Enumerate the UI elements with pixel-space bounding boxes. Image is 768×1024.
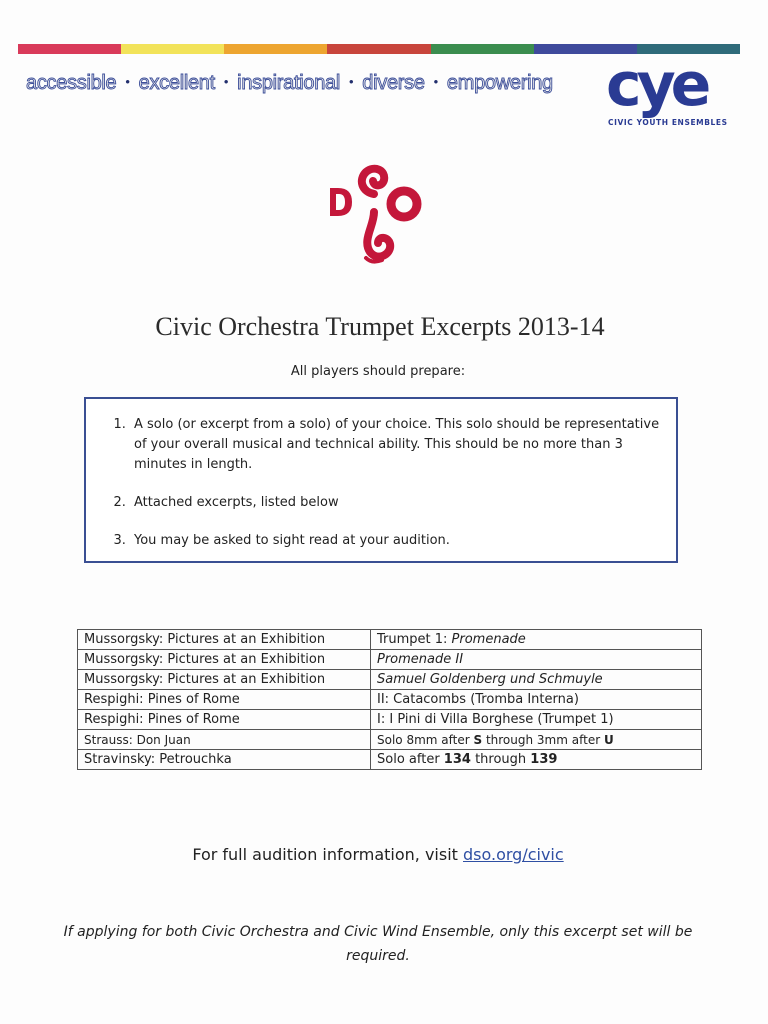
excerpt-text: S: [473, 732, 483, 747]
excerpt-text: U: [603, 732, 614, 747]
excerpt-text: Solo 8mm after: [377, 732, 474, 747]
excerpt-work-cell: Strauss: Don Juan: [78, 730, 371, 750]
excerpt-passage-cell: [371, 670, 702, 690]
color-bar-segment: [18, 44, 121, 54]
tagline-word: empowering: [446, 72, 553, 94]
dso-logo: [322, 156, 432, 266]
tagline-separator: •: [349, 74, 354, 89]
requirement-item: 1. A solo (or excerpt from a solo) of your choice. This solo should be representative of your overall musical and technical ability. This should be no more than 3 minutes in length.: [130, 415, 664, 475]
excerpt-text: Samuel Goldenberg und Schmuyle: [377, 671, 603, 687]
excerpt-work-cell: Mussorgsky: Pictures at an Exhibition: [78, 670, 371, 690]
tagline-word: diverse: [362, 72, 425, 94]
requirement-item: 2. Attached excerpts, listed below: [130, 493, 664, 513]
dso-logo-mark: [322, 156, 432, 266]
excerpt-work-cell: Mussorgsky: Pictures at an Exhibition: [78, 650, 371, 670]
color-bar-segment: [121, 44, 224, 54]
table-row: [78, 710, 702, 730]
excerpt-text: through: [470, 751, 531, 767]
excerpt-text: through 3mm after: [482, 732, 604, 747]
excerpt-text: 139: [530, 751, 558, 767]
requirement-item: 3. You may be asked to sight read at your audition.: [130, 531, 664, 551]
excerpt-passage-cell: [371, 650, 702, 670]
table-row: [78, 670, 702, 690]
tagline-word: inspirational: [237, 72, 341, 94]
cye-subtitle: CIVIC YOUTH ENSEMBLES: [608, 118, 728, 127]
tagline-separator: •: [125, 74, 130, 89]
application-note: If applying for both Civic Orchestra and Civic Wind Ensemble, only this excerpt set will be required.: [63, 924, 693, 964]
table-row: [78, 690, 702, 710]
excerpt-passage-cell: [371, 730, 702, 750]
excerpt-work-cell: Stravinsky: Petrouchka: [78, 750, 371, 770]
audition-info-text: For full audition information, visit: [192, 845, 463, 864]
tagline-separator: •: [433, 74, 438, 89]
excerpts-table: [77, 629, 702, 770]
tagline-word: excellent: [138, 72, 215, 94]
excerpt-text: Solo after: [377, 751, 444, 767]
audition-info: [0, 845, 756, 864]
excerpt-text: 134: [443, 751, 471, 767]
table-row: [78, 730, 702, 750]
excerpt-text: I: I Pini di Villa Borghese (Trumpet 1): [377, 711, 614, 727]
cye-wordmark: cye: [606, 50, 707, 120]
table-row: [78, 650, 702, 670]
excerpt-passage-cell: [371, 710, 702, 730]
table-row: [78, 750, 702, 770]
excerpt-work-cell: Respighi: Pines of Rome: [78, 690, 371, 710]
tagline-separator: •: [223, 74, 229, 89]
excerpt-text: Trumpet 1:: [377, 631, 452, 647]
color-bar-segment: [224, 44, 327, 54]
tagline-word: accessible: [26, 72, 117, 94]
page-title: Civic Orchestra Trumpet Excerpts 2013-14: [155, 312, 605, 341]
excerpt-text: Promenade II: [377, 651, 464, 667]
color-bar-segment: [327, 44, 430, 54]
excerpt-text: II: Catacombs (Tromba Interna): [377, 691, 579, 707]
cye-logo: [606, 52, 732, 127]
civic-link[interactable]: dso.org/civic: [463, 845, 564, 864]
table-row: [78, 630, 702, 650]
excerpt-work-cell: Mussorgsky: Pictures at an Exhibition: [78, 630, 371, 650]
color-bar-segment: [431, 44, 534, 54]
excerpt-passage-cell: [371, 690, 702, 710]
tagline: [26, 72, 553, 95]
excerpt-passage-cell: [371, 750, 702, 770]
requirements-box: [84, 397, 678, 563]
requirements-list: [86, 399, 676, 551]
excerpt-passage-cell: [371, 630, 702, 650]
excerpt-work-cell: Respighi: Pines of Rome: [78, 710, 371, 730]
prepare-heading: All players should prepare:: [290, 364, 466, 379]
excerpt-text: Promenade: [451, 631, 526, 647]
